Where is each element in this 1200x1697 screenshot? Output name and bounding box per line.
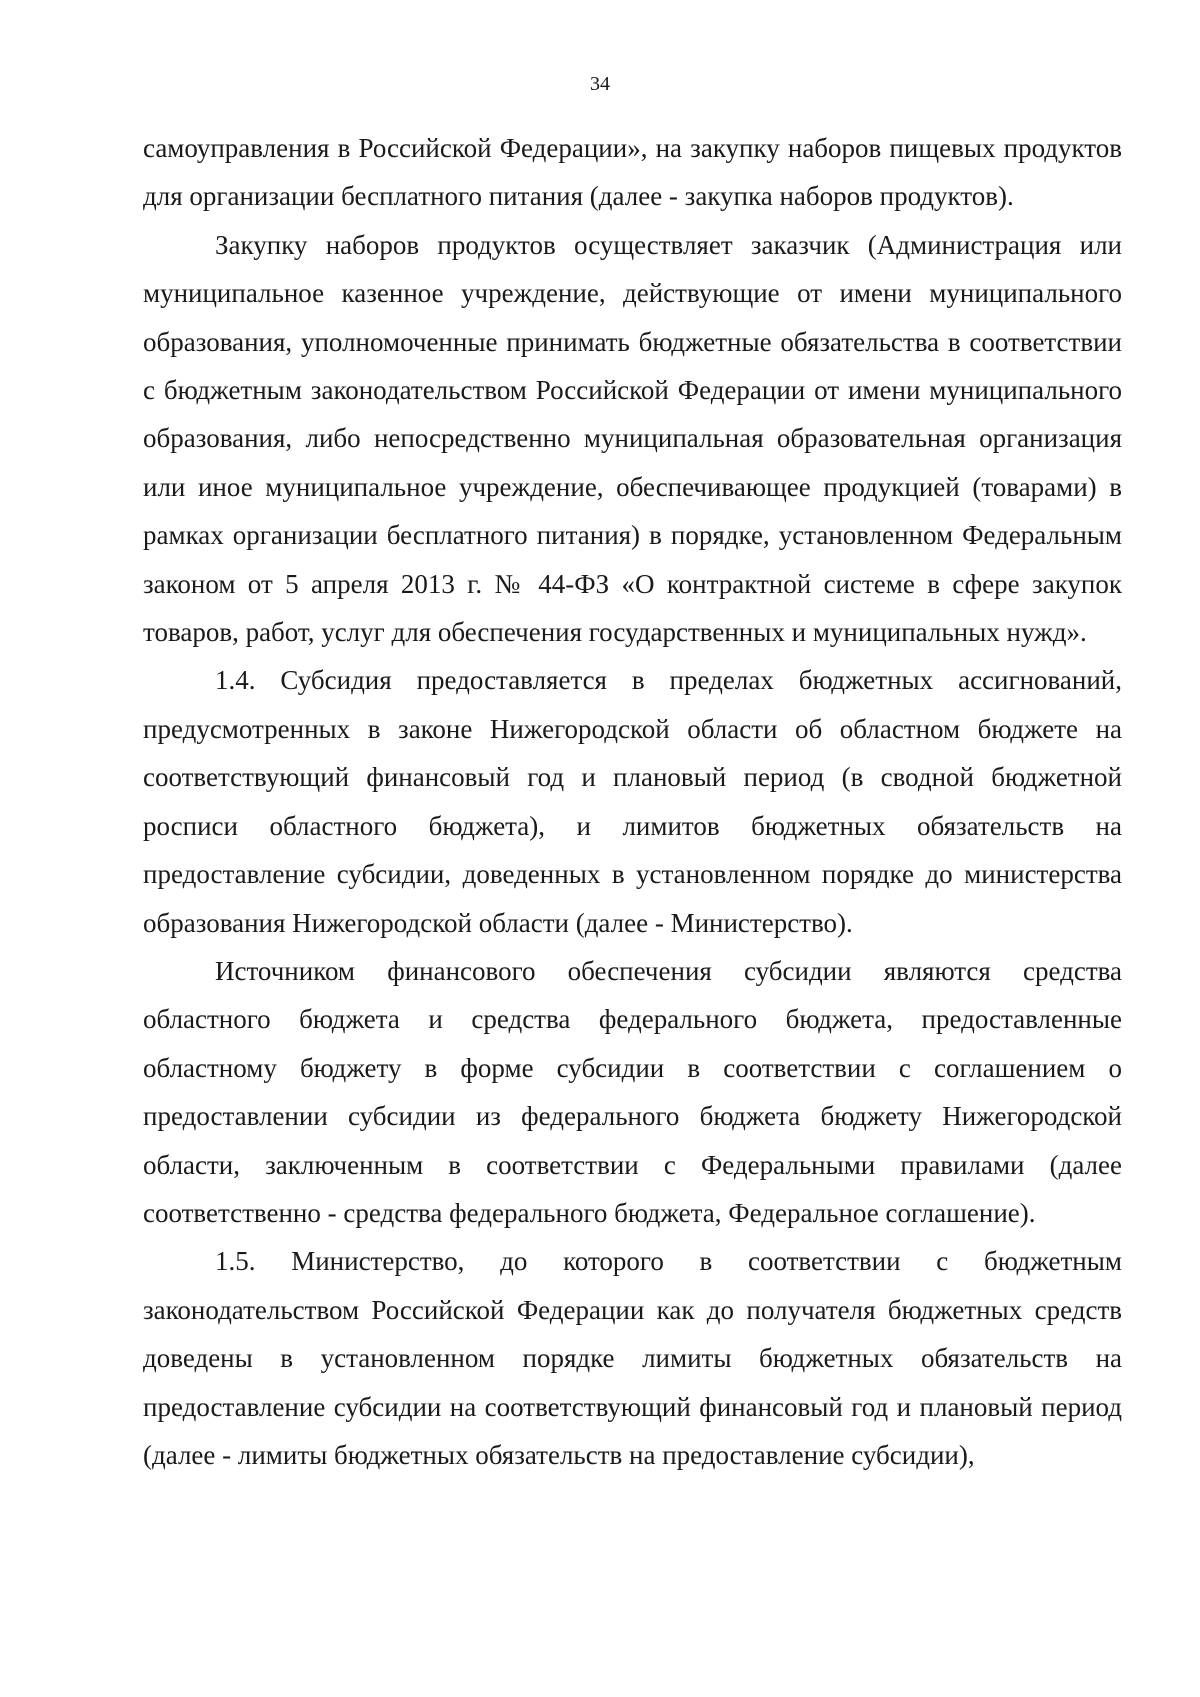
paragraph-procurement: Закупку наборов продуктов осуществляет заказчик (Администрация или муниципальное казенное учреждение, действующие от имени муниципального образования, уполномоченные принимать бюджетные обязательства в соответствии с бюджетным законодательством Российской Федерации от имени муниципального образования, либо непосредственно муниципальная образовательная организация или иное муниципальное учреждение, обеспечивающее продукцией (товарами) в рамках организации бесплатного питания) в порядке, установленном Федеральным законом от 5 апреля 2013 г. № 44-ФЗ «О контрактной системе в сфере закупок товаров, работ, услуг для обеспечения государственных и муниципальных нужд». xyxy=(143,229,1122,648)
paragraph-clause-1-4: 1.4. Субсидия предоставляется в пределах бюджетных ассигнований, предусмотренных в законе Нижегородской области об областном бюджете на соответствующий финансовый год и плановый период (в сводной бюджетной росписи областного бюджета), и лимитов бюджетных обязательств на предоставление субсидии, доведенных в установленном порядке до министерства образования Нижегородской области (далее - Министерство). xyxy=(143,665,1122,938)
document-body xyxy=(143,124,1122,1479)
paragraph-clause-1-5: 1.5. Министерство, до которого в соответствии с бюджетным законодательством Российской Федерации как до получателя бюджетных средств доведены в установленном порядке лимиты бюджетных обязательств на предоставление субсидии на соответствующий финансовый год и плановый период (далее - лимиты бюджетных обязательств на предоставление субсидии), xyxy=(143,1246,1122,1470)
paragraph-continuation: самоуправления в Российской Федерации», на закупку наборов пищевых продуктов для организации бесплатного питания (далее - закупка наборов продуктов). xyxy=(143,133,1122,212)
paragraph-funding-source: Источником финансового обеспечения субсидии являются средства областного бюджета и средства федерального бюджета, предоставленные областному бюджету в форме субсидии в соответствии с соглашением о предоставлении субсидии из федерального бюджета бюджету Нижегородской области, заключенным в соответствии с Федеральными правилами (далее соответственно - средства федерального бюджета, Федеральное соглашение). xyxy=(143,955,1122,1228)
page-number: 34 xyxy=(590,73,610,95)
